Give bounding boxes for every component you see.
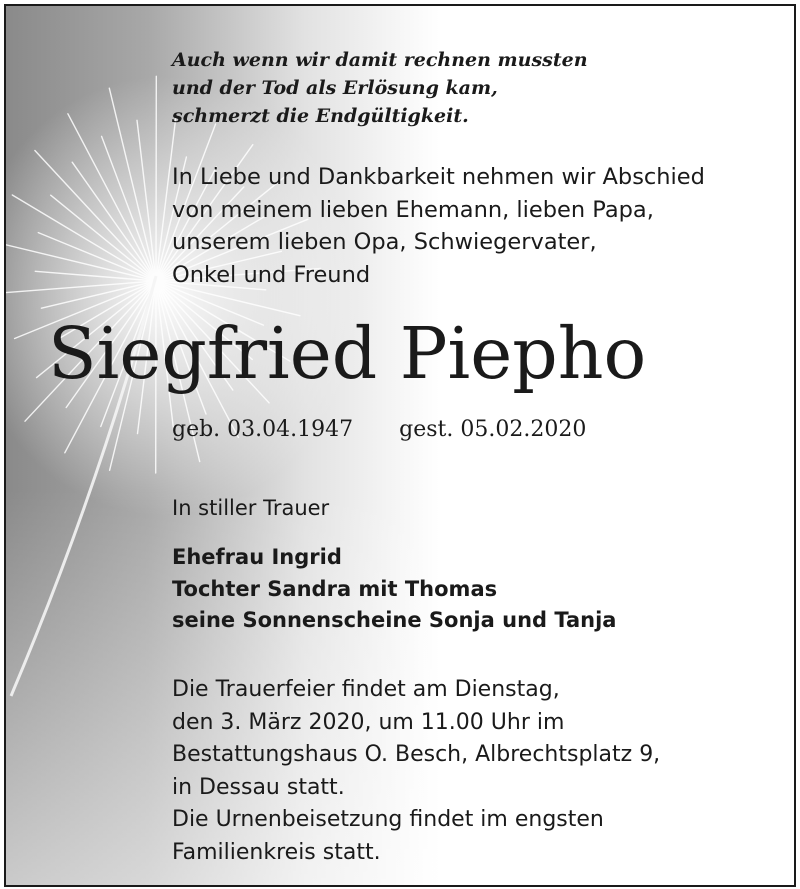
ceremony-line: den 3. März 2020, um 11.00 Uhr im	[172, 709, 565, 735]
motto	[172, 46, 588, 130]
mourner-line: seine Sonnenscheine Sonja und Tanja	[172, 608, 617, 632]
motto-line: und der Tod als Erlösung kam,	[172, 77, 498, 99]
ceremony-line: Bestattungshaus O. Besch, Albrechtsplatz 9,	[172, 742, 661, 767]
intro-line: von meinem lieben Ehemann, lieben Papa,	[172, 196, 654, 223]
ceremony-line: Die Urnenbeisetzung findet im engsten	[172, 807, 604, 832]
motto-line: schmerzt die Endgültigkeit.	[172, 105, 469, 127]
mourners-list	[172, 542, 616, 637]
funeral-details	[172, 674, 660, 869]
ceremony-line: Die Trauerfeier findet am Dienstag,	[172, 677, 560, 702]
intro-line: Onkel und Freund	[172, 261, 371, 288]
ceremony-line: Familienkreis statt.	[172, 839, 381, 865]
farewell-intro	[172, 161, 705, 291]
life-dates	[172, 414, 586, 446]
ceremony-line: in Dessau statt.	[172, 774, 345, 800]
birth-date: geb. 03.04.1947	[172, 417, 354, 442]
mourner-line: Tochter Sandra mit Thomas	[172, 576, 498, 601]
mourner-line: Ehefrau Ingrid	[172, 545, 342, 569]
intro-line: unserem lieben Opa, Schwiegervater,	[172, 229, 597, 255]
deceased-name: Siegfried Piepho	[48, 312, 647, 395]
mourning-heading: In stiller Trauer	[172, 496, 330, 520]
obituary-notice	[4, 4, 796, 887]
motto-line: Auch wenn wir damit rechnen mussten	[172, 49, 588, 71]
intro-line: In Liebe und Dankbarkeit nehmen wir Abschied	[172, 164, 705, 190]
death-date: gest. 05.02.2020	[399, 417, 587, 442]
